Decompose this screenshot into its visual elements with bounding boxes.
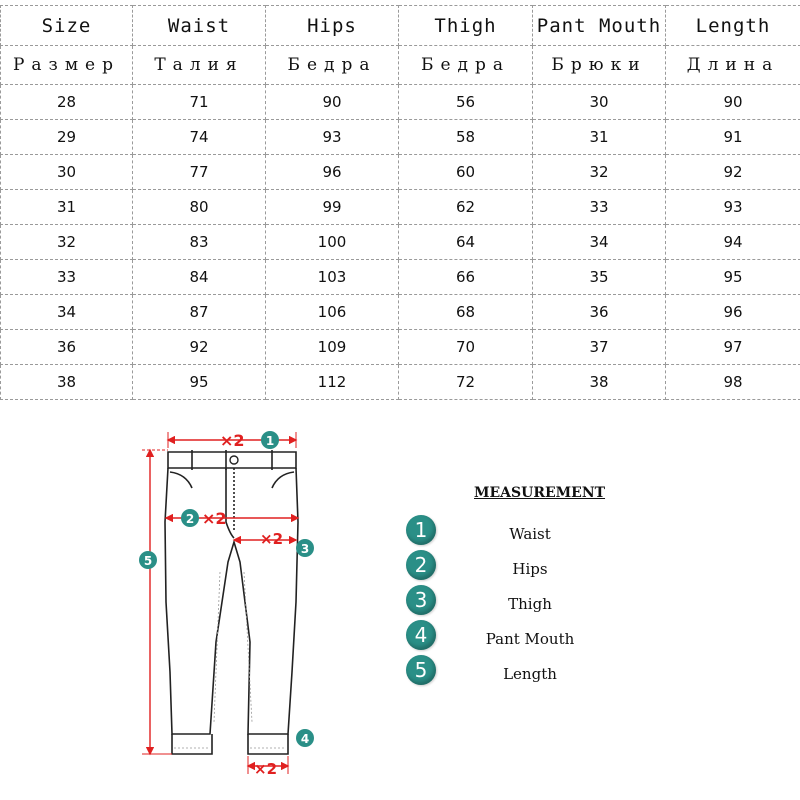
legend-item-length bbox=[400, 655, 660, 689]
legend-label-length: Length bbox=[503, 665, 557, 683]
cell-length: 97 bbox=[666, 330, 800, 365]
cell-waist: 83 bbox=[133, 225, 266, 260]
table-row bbox=[1, 120, 800, 155]
legend-item-hips bbox=[400, 550, 660, 584]
legend-item-waist bbox=[400, 515, 660, 549]
cell-pant-mouth: 30 bbox=[533, 85, 666, 120]
cell-length: 98 bbox=[666, 365, 800, 400]
cell-hips: 93 bbox=[266, 120, 399, 155]
cell-thigh: 66 bbox=[399, 260, 533, 295]
legend-item-thigh bbox=[400, 585, 660, 619]
header-length-ru: Длина bbox=[666, 46, 800, 85]
waist-multiplier: ×2 bbox=[220, 431, 245, 450]
cell-waist: 74 bbox=[133, 120, 266, 155]
cell-size: 28 bbox=[1, 85, 133, 120]
marker-3-label: 3 bbox=[300, 542, 310, 556]
header-row-russian bbox=[1, 46, 800, 85]
table-row bbox=[1, 330, 800, 365]
marker-4-label: 4 bbox=[300, 732, 310, 746]
header-row-english bbox=[1, 6, 800, 46]
cell-pant-mouth: 33 bbox=[533, 190, 666, 225]
cell-waist: 92 bbox=[133, 330, 266, 365]
header-thigh: Thigh bbox=[399, 6, 533, 46]
header-size: Size bbox=[1, 6, 133, 46]
header-pant-mouth: Pant Mouth bbox=[533, 6, 666, 46]
cell-hips: 103 bbox=[266, 260, 399, 295]
number-3-icon: 3 bbox=[406, 585, 436, 615]
header-waist-ru: Талия bbox=[133, 46, 266, 85]
cell-hips: 100 bbox=[266, 225, 399, 260]
cell-size: 29 bbox=[1, 120, 133, 155]
cell-size: 36 bbox=[1, 330, 133, 365]
marker-5-label: 5 bbox=[143, 554, 153, 568]
table-row bbox=[1, 85, 800, 120]
cell-size: 32 bbox=[1, 225, 133, 260]
cell-pant-mouth: 31 bbox=[533, 120, 666, 155]
cell-waist: 95 bbox=[133, 365, 266, 400]
cell-length: 93 bbox=[666, 190, 800, 225]
cell-thigh: 70 bbox=[399, 330, 533, 365]
cell-size: 30 bbox=[1, 155, 133, 190]
cell-size: 33 bbox=[1, 260, 133, 295]
cell-hips: 99 bbox=[266, 190, 399, 225]
button-icon bbox=[230, 456, 238, 464]
table-row bbox=[1, 260, 800, 295]
header-waist: Waist bbox=[133, 6, 266, 46]
table-row bbox=[1, 190, 800, 225]
cell-size: 31 bbox=[1, 190, 133, 225]
header-thigh-ru: Бедра bbox=[399, 46, 533, 85]
cell-size: 34 bbox=[1, 295, 133, 330]
cell-hips: 90 bbox=[266, 85, 399, 120]
cell-waist: 87 bbox=[133, 295, 266, 330]
cell-pant-mouth: 36 bbox=[533, 295, 666, 330]
header-length: Length bbox=[666, 6, 800, 46]
cell-pant-mouth: 35 bbox=[533, 260, 666, 295]
measurement-legend bbox=[400, 485, 660, 695]
header-pant-mouth-ru: Брюки bbox=[533, 46, 666, 85]
cell-thigh: 62 bbox=[399, 190, 533, 225]
cell-length: 90 bbox=[666, 85, 800, 120]
cell-thigh: 64 bbox=[399, 225, 533, 260]
cell-thigh: 68 bbox=[399, 295, 533, 330]
size-chart-table bbox=[0, 5, 800, 400]
cell-thigh: 60 bbox=[399, 155, 533, 190]
cell-waist: 77 bbox=[133, 155, 266, 190]
legend-label-waist: Waist bbox=[509, 525, 551, 543]
header-size-ru: Размер bbox=[1, 46, 133, 85]
cell-length: 92 bbox=[666, 155, 800, 190]
number-1-icon: 1 bbox=[406, 515, 436, 545]
number-5-icon: 5 bbox=[406, 655, 436, 685]
header-hips: Hips bbox=[266, 6, 399, 46]
cell-hips: 106 bbox=[266, 295, 399, 330]
legend-title: MEASUREMENT bbox=[474, 485, 606, 501]
pant-mouth-multiplier: ×2 bbox=[254, 760, 278, 778]
legend-label-pant-mouth: Pant Mouth bbox=[485, 630, 575, 648]
cell-pant-mouth: 34 bbox=[533, 225, 666, 260]
cell-hips: 96 bbox=[266, 155, 399, 190]
cell-pant-mouth: 37 bbox=[533, 330, 666, 365]
cell-pant-mouth: 38 bbox=[533, 365, 666, 400]
cell-hips: 109 bbox=[266, 330, 399, 365]
legend-item-pant-mouth bbox=[400, 620, 660, 654]
hips-multiplier: ×2 bbox=[202, 509, 227, 528]
cell-waist: 71 bbox=[133, 85, 266, 120]
jeans-stitching bbox=[174, 572, 286, 748]
number-2-icon: 2 bbox=[406, 550, 436, 580]
cell-length: 96 bbox=[666, 295, 800, 330]
table-row bbox=[1, 225, 800, 260]
table-row bbox=[1, 365, 800, 400]
cell-thigh: 72 bbox=[399, 365, 533, 400]
table-row bbox=[1, 295, 800, 330]
cell-length: 95 bbox=[666, 260, 800, 295]
header-hips-ru: Бедра bbox=[266, 46, 399, 85]
cell-waist: 80 bbox=[133, 190, 266, 225]
cell-pant-mouth: 32 bbox=[533, 155, 666, 190]
cell-length: 94 bbox=[666, 225, 800, 260]
cell-waist: 84 bbox=[133, 260, 266, 295]
cell-hips: 112 bbox=[266, 365, 399, 400]
number-4-icon: 4 bbox=[406, 620, 436, 650]
cell-size: 38 bbox=[1, 365, 133, 400]
cell-length: 91 bbox=[666, 120, 800, 155]
marker-1-label: 1 bbox=[265, 434, 275, 448]
table-body bbox=[1, 85, 800, 400]
marker-2-label: 2 bbox=[185, 512, 195, 526]
legend-label-thigh: Thigh bbox=[508, 595, 552, 613]
jeans-outline bbox=[165, 450, 298, 754]
table-row bbox=[1, 155, 800, 190]
jeans-measurement-diagram bbox=[130, 422, 330, 792]
legend-label-hips: Hips bbox=[512, 560, 548, 578]
cell-thigh: 56 bbox=[399, 85, 533, 120]
cell-thigh: 58 bbox=[399, 120, 533, 155]
thigh-multiplier: ×2 bbox=[260, 530, 284, 548]
